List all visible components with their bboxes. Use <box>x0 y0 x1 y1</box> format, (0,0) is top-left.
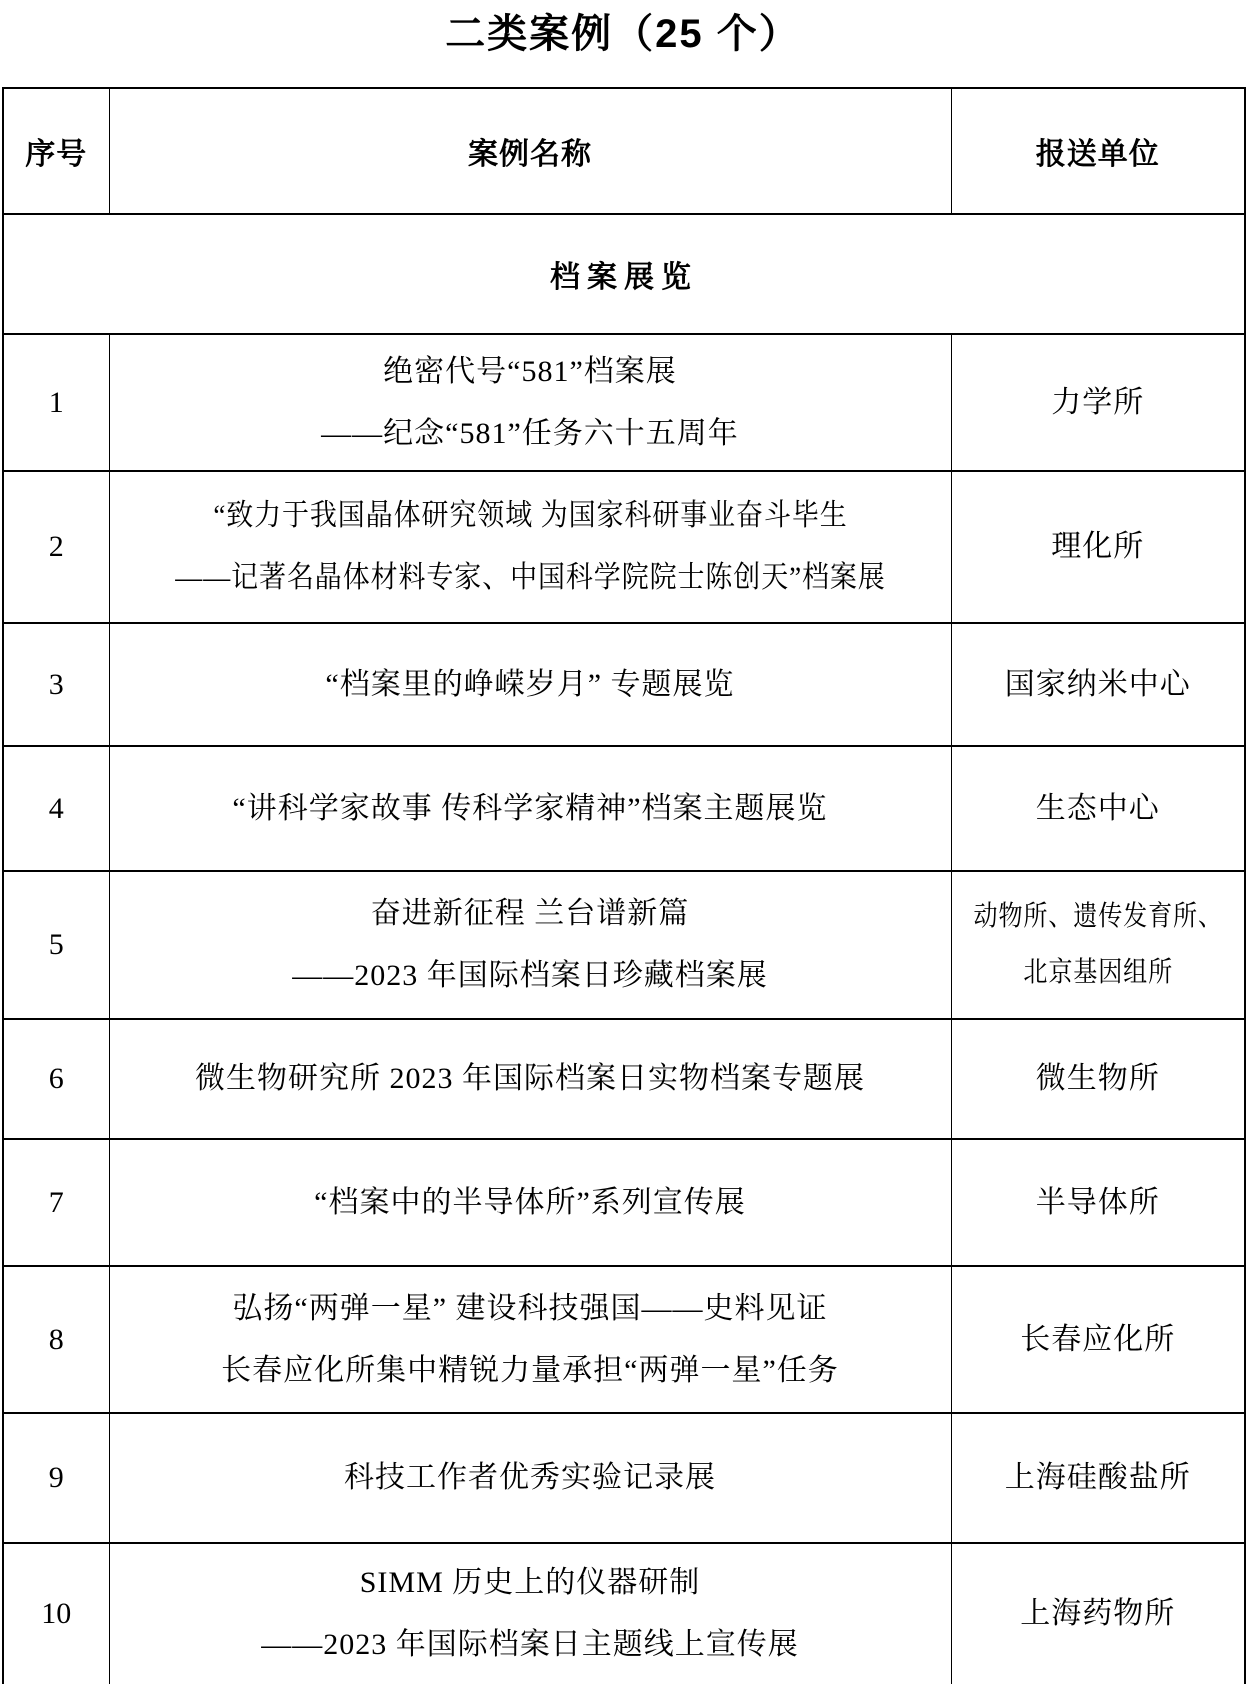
row-number-cell: 6 <box>3 1019 109 1139</box>
case-name-line: 奋进新征程 兰台谱新篇 <box>370 897 690 930</box>
case-name-line: “档案中的半导体所”系列宣传展 <box>314 1185 746 1219</box>
table-row <box>3 1019 1245 1139</box>
case-name-line: 绝密代号“581”档案展 <box>383 354 677 388</box>
case-table <box>2 87 1246 1684</box>
case-name-cell <box>109 471 951 623</box>
table-row <box>3 746 1245 871</box>
case-name-line: 长春应化所集中精锐力量承担“两弹一星”任务 <box>221 1353 839 1387</box>
case-name-line: “致力于我国晶体研究领域 为国家科研事业奋斗毕生 <box>212 499 848 532</box>
case-name-cell <box>109 1019 951 1139</box>
case-name-cell <box>109 623 951 746</box>
unit-line: 生态中心 <box>1035 791 1160 825</box>
row-number-cell: 2 <box>3 471 109 623</box>
case-name-cell <box>109 1413 951 1543</box>
unit-cell <box>951 471 1245 623</box>
unit-cell <box>951 623 1245 746</box>
unit-cell <box>951 1266 1245 1413</box>
unit-cell <box>951 334 1245 471</box>
row-number-cell: 1 <box>3 334 109 471</box>
case-name-line: ——2023 年国际档案日珍藏档案展 <box>292 959 768 992</box>
row-number-cell: 3 <box>3 623 109 746</box>
case-name-line: 科技工作者优秀实验记录展 <box>344 1461 716 1494</box>
case-name-line: “讲科学家故事 传科学家精神”档案主题展览 <box>232 791 828 825</box>
case-name-cell <box>109 1139 951 1266</box>
table-row <box>3 1139 1245 1266</box>
case-name-line: 微生物研究所 2023 年国际档案日实物档案专题展 <box>195 1062 865 1095</box>
unit-cell <box>951 871 1245 1019</box>
case-name-cell <box>109 1543 951 1684</box>
table-row <box>3 623 1245 746</box>
table-row <box>3 1266 1245 1413</box>
row-number-cell: 4 <box>3 746 109 871</box>
table-row <box>3 1413 1245 1543</box>
case-name-line: ——记著名晶体材料专家、中国科学院院士陈创天”档案展 <box>174 561 886 594</box>
section-row <box>3 214 1245 334</box>
section-header: 档案展览 <box>3 214 1245 334</box>
table-row <box>3 471 1245 623</box>
case-name-line: 弘扬“两弹一星” 建设科技强国——史料见证 <box>232 1291 828 1325</box>
unit-cell <box>951 746 1245 871</box>
table-row <box>3 1543 1245 1684</box>
case-name-cell <box>109 871 951 1019</box>
row-number-cell: 5 <box>3 871 109 1019</box>
row-number-cell: 9 <box>3 1413 109 1543</box>
unit-cell <box>951 1413 1245 1543</box>
case-name-cell <box>109 334 951 471</box>
case-name-line: “档案里的峥嵘岁月” 专题展览 <box>325 667 735 701</box>
unit-line: 力学所 <box>1051 385 1145 419</box>
table-row <box>3 334 1245 471</box>
column-header-unit: 报送单位 <box>951 88 1245 214</box>
unit-line: 长春应化所 <box>1020 1322 1176 1356</box>
table-header-row <box>3 88 1245 214</box>
unit-line: 上海药物所 <box>1020 1597 1176 1630</box>
unit-line: 北京基因组所 <box>1022 957 1173 988</box>
unit-line: 国家纳米中心 <box>1004 667 1191 701</box>
unit-line: 半导体所 <box>1035 1185 1160 1219</box>
column-header-name: 案例名称 <box>109 88 951 214</box>
column-header-no: 序号 <box>3 88 109 214</box>
table-row <box>3 871 1245 1019</box>
unit-line: 动物所、遗传发育所、 <box>973 901 1223 932</box>
case-name-cell <box>109 1266 951 1413</box>
case-name-cell <box>109 746 951 871</box>
unit-line: 上海硅酸盐所 <box>1004 1461 1191 1494</box>
row-number-cell: 7 <box>3 1139 109 1266</box>
unit-line: 微生物所 <box>1035 1062 1160 1095</box>
unit-cell <box>951 1139 1245 1266</box>
row-number-cell: 8 <box>3 1266 109 1413</box>
page-title: 二类案例（25 个） <box>445 12 801 56</box>
case-name-line: ——2023 年国际档案日主题线上宣传展 <box>261 1628 799 1661</box>
case-name-line: ——纪念“581”任务六十五周年 <box>321 416 739 450</box>
unit-cell <box>951 1019 1245 1139</box>
case-name-line: SIMM 历史上的仪器研制 <box>359 1566 701 1599</box>
unit-cell <box>951 1543 1245 1684</box>
unit-line: 理化所 <box>1051 530 1145 563</box>
row-number-cell: 10 <box>3 1543 109 1684</box>
